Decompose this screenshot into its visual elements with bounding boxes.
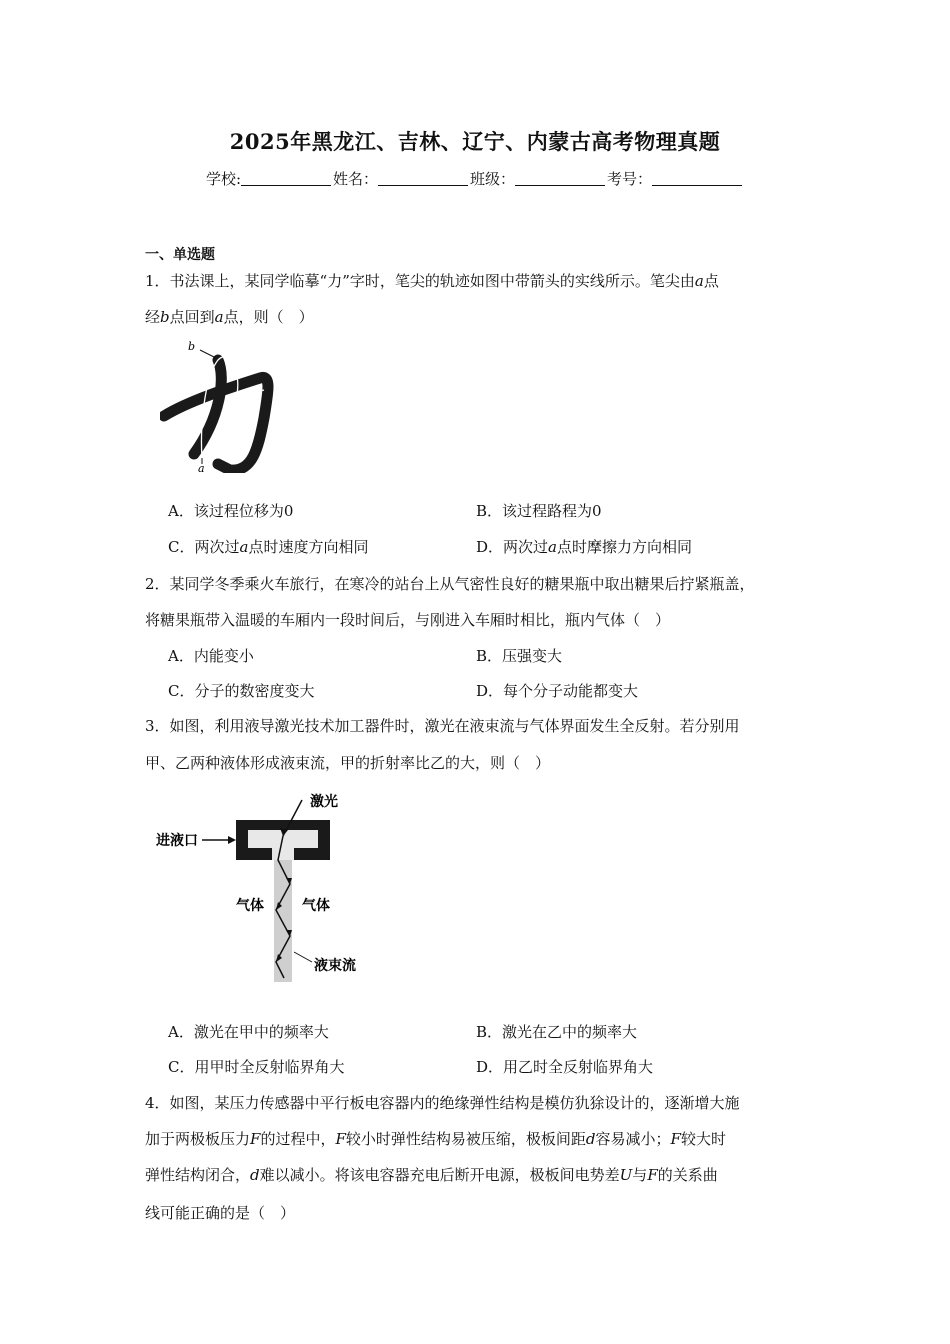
stroke-left-falling [194, 360, 221, 454]
q1-text-1-end: 点 [703, 272, 719, 290]
q1-c-var: a [239, 538, 249, 556]
q1-option-b[interactable]: B．该过程路程为0 [476, 502, 602, 520]
q4-var-f1: F [250, 1130, 261, 1148]
q4-line3 [145, 1164, 718, 1185]
id-label: 考号： [607, 170, 653, 188]
q1-option-d[interactable] [476, 536, 692, 557]
q4-t1: 加于两极板压力 [145, 1130, 251, 1148]
fig1-label-a: a [198, 462, 205, 473]
name-label: 姓名： [333, 170, 379, 188]
school-blank[interactable] [241, 171, 331, 186]
q4-var-u: U [619, 1166, 633, 1184]
q1-var-a: a [694, 272, 704, 290]
q4-t7: 难以减小。将该电容器充电后断开电源，极板间电势差 [259, 1166, 620, 1184]
q2-line2: 将糖果瓶带入温暖的车厢内一段时间后，与刚进入车厢时相比，瓶内气体（ ） [145, 611, 671, 629]
fig3-label-laser: 激光 [310, 794, 338, 810]
q1-var-a2: a [214, 308, 224, 326]
q1-c-post: 点时速度方向相同 [248, 538, 369, 556]
student-info-row [0, 168, 950, 189]
q1-line2 [145, 306, 314, 327]
fig1-label-b: b [188, 340, 196, 353]
q1-option-c[interactable] [168, 536, 368, 557]
q2-option-c[interactable]: C．分子的数密度变大 [168, 682, 315, 700]
q1-line1 [145, 270, 719, 291]
page-title: 2025年黑龙江、吉林、辽宁、内蒙古高考物理真题 [229, 129, 721, 154]
fig3-label-gas-right: 气体 [302, 898, 330, 914]
jet-leader [294, 952, 312, 962]
fig3-label-jet: 液束流 [314, 958, 356, 974]
pen-trajectory-2 [236, 390, 264, 398]
class-blank[interactable] [515, 171, 605, 186]
q3-option-d[interactable]: D．用乙时全反射临界角大 [476, 1058, 654, 1076]
q4-t3: 较小时弹性结构易被压缩，极板间距 [345, 1130, 586, 1148]
q4-line2 [145, 1128, 726, 1149]
q2-option-a[interactable]: A．内能变小 [168, 647, 254, 665]
q3-option-b[interactable]: B．激光在乙中的频率大 [476, 1023, 638, 1041]
q1-option-a[interactable]: A．该过程位移为0 [168, 502, 294, 520]
q1-text-2-mid: 点回到 [169, 308, 215, 326]
q1-text-2-end: 点，则（ ） [223, 308, 314, 326]
q2-option-b[interactable]: B．压强变大 [476, 647, 563, 665]
q1-text-1: 1．书法课上，某同学临摹“力”字时，笔尖的轨迹如图中带箭头的实线所示。笔尖由 [145, 272, 695, 290]
q4-var-f2: F [335, 1130, 346, 1148]
q4-t8: 与 [632, 1166, 648, 1184]
school-label: 学校: [205, 170, 241, 188]
q4-var-f3: F [670, 1130, 681, 1148]
fig3-label-inlet: 进液口 [156, 833, 198, 849]
q4-line4: 线可能正确的是（ ） [145, 1204, 296, 1222]
q3-option-c[interactable]: C．用甲时全反射临界角大 [168, 1058, 345, 1076]
nozzle-outlet [272, 848, 294, 860]
fig3-label-gas-left: 气体 [236, 898, 264, 914]
q4-t9: 的关系曲 [657, 1166, 718, 1184]
point-b-leader [200, 350, 216, 358]
q4-var-f4: F [647, 1166, 658, 1184]
q4-t2: 的过程中， [260, 1130, 336, 1148]
q4-var-d1: d [585, 1130, 596, 1148]
q1-d-var: a [548, 538, 557, 556]
q2-option-d[interactable]: D．每个分子动能都变大 [476, 682, 639, 700]
q4-t6: 弹性结构闭合， [145, 1166, 251, 1184]
q4-line1: 4．如图，某压力传感器中平行板电容器内的绝缘弹性结构是模仿犰狳设计的，逐渐增大施 [145, 1094, 740, 1112]
q1-d-pre: D．两次过 [476, 538, 549, 556]
q4-t4: 容易减小； [595, 1130, 671, 1148]
q3-line1: 3．如图，利用液导激光技术加工器件时，激光在液束流与气体界面发生全反射。若分别用 [145, 717, 740, 735]
q2-line1: 2．某同学冬季乘火车旅行，在寒冷的站台上从气密性良好的糖果瓶中取出糖果后拧紧瓶盖， [145, 575, 755, 593]
q1-var-b: b [160, 308, 170, 326]
q4-var-d2: d [250, 1166, 260, 1184]
id-blank[interactable] [652, 171, 742, 186]
q1-c-pre: C．两次过 [168, 538, 240, 556]
laser-jet-figure [152, 786, 372, 986]
inlet-arrowhead [228, 836, 236, 844]
q3-line2: 甲、乙两种液体形成液束流，甲的折射率比乙的大，则（ ） [145, 754, 551, 772]
section-heading: 一、单选题 [145, 247, 215, 263]
q1-d-post: 点时摩擦力方向相同 [556, 538, 692, 556]
q3-option-a[interactable]: A．激光在甲中的频率大 [168, 1023, 329, 1041]
q1-text-2-pre: 经 [145, 308, 161, 326]
calligraphy-figure [160, 338, 280, 473]
class-label: 班级： [470, 170, 516, 188]
q4-t5: 较大时 [680, 1130, 726, 1148]
name-blank[interactable] [378, 171, 468, 186]
